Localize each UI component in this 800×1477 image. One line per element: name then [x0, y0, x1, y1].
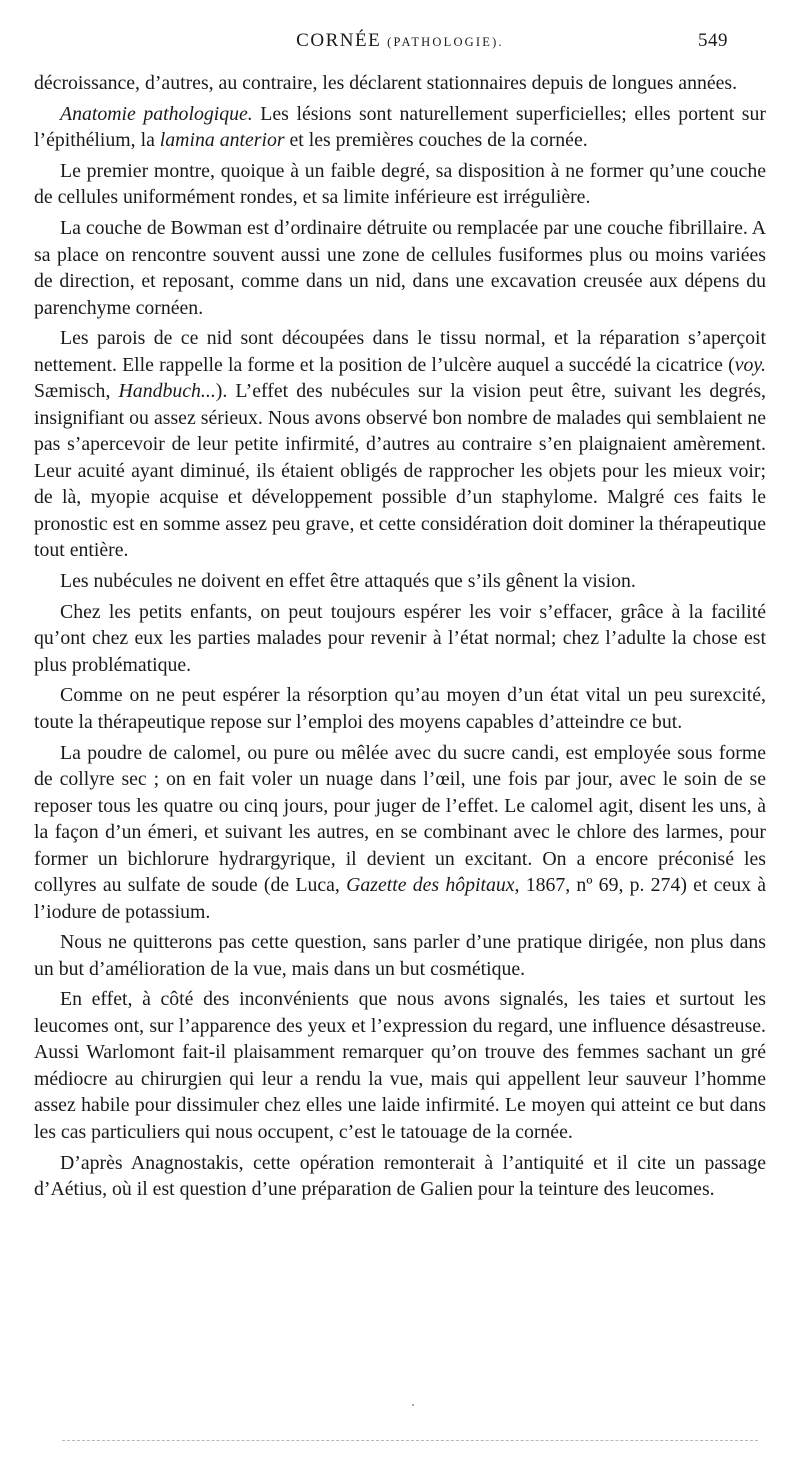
- paragraph: [34, 158, 766, 211]
- paragraph: [34, 682, 766, 735]
- paragraph: [34, 568, 766, 595]
- paragraph: [34, 986, 766, 1145]
- paragraph: [34, 599, 766, 679]
- text-segment: D’après Anagnostakis, cette opération remonterait à l’antiquité et il cite un passage d’Aétius, où il est question d’une préparation de Galien pour la teinture des leucomes.: [34, 1151, 766, 1201]
- text-segment: et les premières couches de la cornée.: [284, 129, 588, 152]
- text-segment: La poudre de calomel, ou pure ou mêlée avec du sucre candi, est employée sous forme de collyre sec ; on en fait voler un nuage dans l’œil, une fois par jour, avec le soin de se reposer tous les quatre ou cinq jours, pour juger de l’effet. Le calomel agit, disent les uns, à la façon d’un émeri, et suivant les autres, en se combinant avec le chlore des larmes, pour former un bichlorure hydrargyrique, il devient un excitant. On a encore préconisé les collyres au sulfate de soude (de Luca,: [34, 741, 766, 896]
- italic-text: Gazette des hôpitaux: [346, 874, 515, 896]
- text-segment: La couche de Bowman est d’ordinaire détruite ou remplacée par une couche fibrillaire. A sa place on rencontre souvent aussi une zone de cellules fusiformes plus ou moins variées de direction, et reposant, comme dans un nid, dans une excavation creusée aux dépens du parenchyme cornéen.: [34, 217, 766, 319]
- text-segment: Comme on ne peut espérer la résorption qu’au moyen d’un état vital un peu surexcité, toute la thérapeutique repose sur l’emploi des moyens capables d’atteindre ce but.: [34, 684, 766, 733]
- text-segment: décroissance, d’autres, au contraire, les déclarent stationnaires depuis de longues années.: [34, 72, 738, 94]
- text-segment: Sæmisch,: [34, 380, 119, 403]
- body-text: [34, 70, 766, 1203]
- running-head: [34, 30, 766, 56]
- paragraph: [34, 101, 766, 154]
- text-segment: Les parois de ce nid sont découpées dans le tissu normal, et la réparation s’aperçoit nettement. Elle rappelle la forme et la position de l’ulcère auquel a succédé la cicatrice (: [34, 327, 766, 376]
- page-number: 549: [698, 30, 728, 51]
- italic-text: lamina anterior: [159, 129, 285, 152]
- italic-text: voy.: [734, 353, 766, 376]
- paragraph: [34, 740, 766, 926]
- text-segment: Les lésions sont naturellement superficielles; elles portent sur l’épithélium, la: [34, 102, 766, 152]
- paragraph: [34, 70, 766, 97]
- text-segment: ). L’effet des nubécules sur la vision peut être, suivant les degrés, insignifiant ou assez sérieux. Nous avons observé bon nombre de malades qui semblaient ne pas s’apercevoir de leur petite infirmité, d’autres au contraire s’en plaignaient amèrement. Leur acuité ayant diminué, ils étaient obligés de rapprocher les objets pour les mieux voir; de là, myopie acquise et développement possible d’un staphylome. Malgré ces faits le pronostic est en somme assez peu grave, et cette considération doit dominer la thérapeutique tout entière.: [34, 380, 766, 562]
- running-title-main: CORNÉE: [296, 30, 382, 51]
- text-segment: Chez les petits enfants, on peut toujours espérer les voir s’effacer, grâce à la facilité qu’ont chez eux les parties malades pour revenir à l’état normal; chez l’adulte la chose est plus problématique.: [34, 600, 766, 676]
- italic-text: Handbuch...: [118, 380, 216, 403]
- paragraph: [34, 325, 766, 564]
- italic-text: Anatomie pathologique.: [60, 102, 253, 125]
- paragraph: [34, 1150, 766, 1203]
- print-speck: [412, 1404, 414, 1406]
- text-segment: , 1867, nº 69, p. 274) et ceux à l’iodure de potassium.: [34, 874, 766, 923]
- footer-rule: [62, 1440, 758, 1441]
- paragraph: [34, 215, 766, 321]
- paragraph: [34, 929, 766, 982]
- running-title: [34, 30, 766, 52]
- text-segment: Le premier montre, quoique à un faible degré, sa disposition à ne former qu’une couche de cellules uniformément rondes, et sa limite inférieure est irrégulière.: [34, 159, 766, 209]
- running-title-sub: (PATHOLOGIE).: [387, 35, 504, 49]
- text-segment: Nous ne quitterons pas cette question, sans parler d’une pratique dirigée, non plus dans un but d’amélioration de la vue, mais dans un but cosmétique.: [34, 931, 766, 980]
- text-segment: Les nubécules ne doivent en effet être attaqués que s’ils gênent la vision.: [60, 569, 636, 592]
- text-segment: En effet, à côté des inconvénients que nous avons signalés, les taies et surtout les leucomes ont, sur l’apparence des yeux et l’expression du regard, une influence désastreuse. Aussi Warlomont fait-il plaisamment remarquer qu’on trouve des femmes sachant un gré médiocre au chirurgien qui leur a rendu la vue, mais qui appellent leur sauveur l’homme assez habile pour dissimuler chez elles une laide infirmité. Le moyen qui atteint ce but dans les cas particuliers qui nous occupent, c’est le tatouage de la cornée.: [34, 988, 766, 1143]
